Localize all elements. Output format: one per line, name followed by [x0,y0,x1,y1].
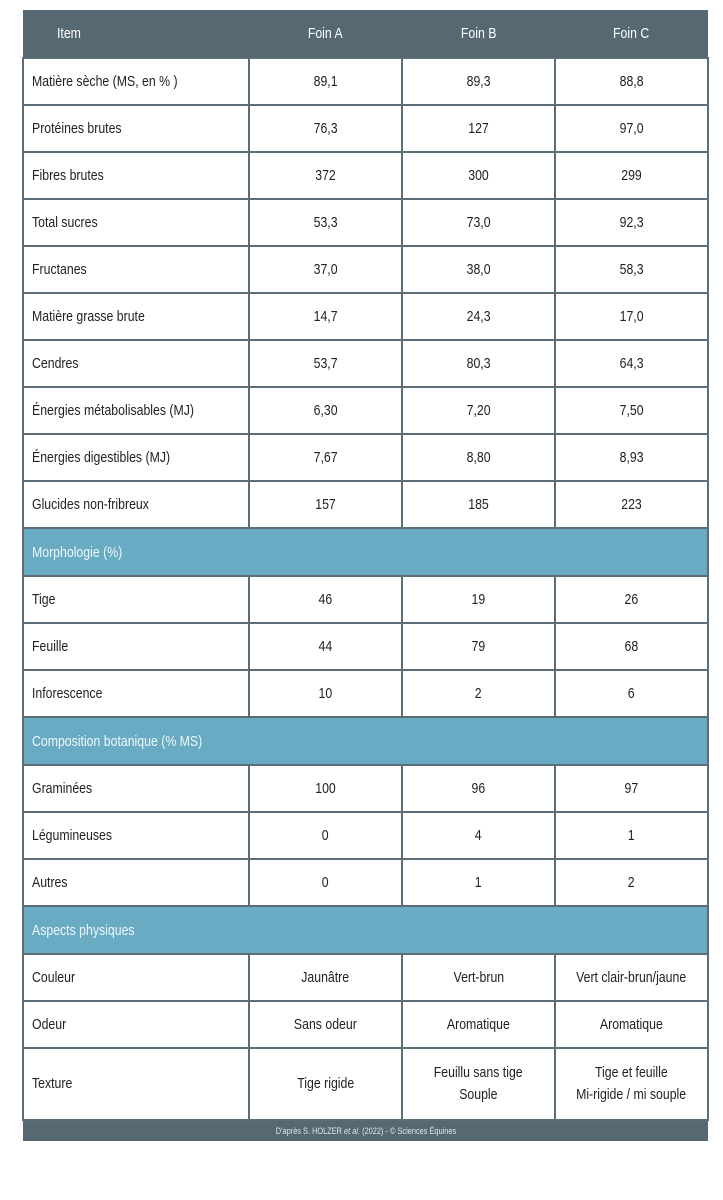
cell-value: 92,3 [555,199,708,246]
cell-value: Aromatique [402,1001,555,1048]
source-footer [23,1120,708,1141]
cell-value: 4 [402,812,555,859]
cell-value: Feuillu sans tige Souple [402,1048,555,1120]
cell-value: 2 [555,859,708,906]
cell-value: 7,20 [402,387,555,434]
cell-value: 58,3 [555,246,708,293]
cell-value: 372 [249,152,402,199]
credit-prefix: D'après S. HOLZER [275,1126,344,1136]
cell-value: 14,7 [249,293,402,340]
row-label: Énergies digestibles (MJ) [23,434,249,481]
row-label: Protéines brutes [23,105,249,152]
cell-value: 0 [249,859,402,906]
header-foin-a: Foin A [249,10,402,58]
cell-value: Tige rigide [249,1048,402,1120]
header-row [23,10,708,58]
cell-value: 80,3 [402,340,555,387]
row-label: Feuille [23,623,249,670]
row-label: Inforescence [23,670,249,717]
row-label: Matière grasse brute [23,293,249,340]
table-body [23,58,708,1141]
cell-value: 6 [555,670,708,717]
row-label: Total sucres [23,199,249,246]
row-label: Tige [23,576,249,623]
cell-value: 2 [402,670,555,717]
table-row [23,765,708,812]
row-label: Légumineuses [23,812,249,859]
table-row [23,954,708,1001]
cell-value: 300 [402,152,555,199]
table-row [23,293,708,340]
row-label: Odeur [23,1001,249,1048]
row-label: Fibres brutes [23,152,249,199]
cell-value: 26 [555,576,708,623]
source-credit [23,1120,708,1141]
cell-value: 157 [249,481,402,528]
row-label: Énergies métabolisables (MJ) [23,387,249,434]
table-row [23,576,708,623]
cell-value: 10 [249,670,402,717]
table-row [23,340,708,387]
cell-value: 7,67 [249,434,402,481]
hay-comparison-table [22,10,709,1141]
cell-value: Jaunâtre [249,954,402,1001]
table-row [23,58,708,105]
section-header-botanique [23,717,708,765]
cell-value: 89,3 [402,58,555,105]
cell-value: 223 [555,481,708,528]
cell-value: 8,93 [555,434,708,481]
cell-value: 97,0 [555,105,708,152]
section-title: Morphologie (%) [23,528,708,576]
table-row [23,105,708,152]
cell-value: 44 [249,623,402,670]
row-label: Matière sèche (MS, en % ) [23,58,249,105]
cell-value: 97 [555,765,708,812]
table-row [23,246,708,293]
cell-value: 1 [402,859,555,906]
table-row [23,1048,708,1120]
cell-value: 53,3 [249,199,402,246]
section-title: Aspects physiques [23,906,708,954]
cell-value: 0 [249,812,402,859]
cell-value: 185 [402,481,555,528]
row-label: Couleur [23,954,249,1001]
row-label: Autres [23,859,249,906]
table-row [23,481,708,528]
table-row [23,199,708,246]
row-label: Texture [23,1048,249,1120]
section-header-aspects [23,906,708,954]
cell-value: 24,3 [402,293,555,340]
cell-value: 8,80 [402,434,555,481]
row-label: Cendres [23,340,249,387]
cell-value: Vert clair-brun/jaune [555,954,708,1001]
cell-value: 89,1 [249,58,402,105]
cell-value: 1 [555,812,708,859]
cell-value: 88,8 [555,58,708,105]
row-label: Graminées [23,765,249,812]
table-row [23,623,708,670]
cell-value: Aromatique [555,1001,708,1048]
row-label: Fructanes [23,246,249,293]
table-row [23,1001,708,1048]
row-label: Glucides non-fribreux [23,481,249,528]
cell-value: 17,0 [555,293,708,340]
cell-value: 53,7 [249,340,402,387]
cell-value: 73,0 [402,199,555,246]
table-row [23,152,708,199]
header-foin-b: Foin B [402,10,555,58]
cell-value: 100 [249,765,402,812]
table-row [23,812,708,859]
cell-value: 37,0 [249,246,402,293]
cell-value: 299 [555,152,708,199]
cell-value: 38,0 [402,246,555,293]
credit-etal: et al. [343,1126,360,1136]
cell-value: Vert-brun [402,954,555,1001]
cell-value: Sans odeur [249,1001,402,1048]
cell-value: 76,3 [249,105,402,152]
cell-value: 79 [402,623,555,670]
header-foin-c: Foin C [555,10,708,58]
cell-value: 19 [402,576,555,623]
section-header-morphologie [23,528,708,576]
cell-value: 64,3 [555,340,708,387]
cell-value: 6,30 [249,387,402,434]
table-row [23,387,708,434]
cell-value: Tige et feuille Mi-rigide / mi souple [555,1048,708,1120]
table-row [23,859,708,906]
header-item: Item [23,10,249,58]
table-row [23,670,708,717]
credit-suffix: (2022) - © Sciences Équines [359,1126,456,1136]
section-title: Composition botanique (% MS) [23,717,708,765]
cell-value: 127 [402,105,555,152]
table-row [23,434,708,481]
cell-value: 46 [249,576,402,623]
cell-value: 68 [555,623,708,670]
cell-value: 96 [402,765,555,812]
cell-value: 7,50 [555,387,708,434]
